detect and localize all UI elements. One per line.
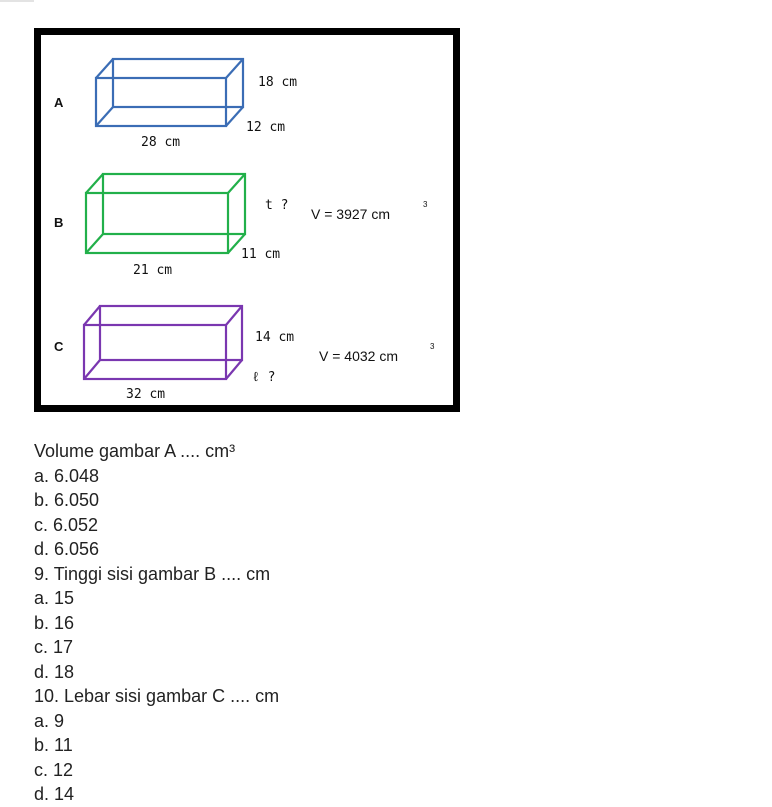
cuboid-c-edge bbox=[226, 360, 242, 379]
cuboid-b-height-label: t ? bbox=[265, 198, 289, 213]
answer-option: c. 6.052 bbox=[34, 514, 99, 535]
cuboid-c bbox=[84, 306, 242, 379]
cuboid-a-letter: A bbox=[54, 95, 64, 110]
cuboid-c-length-label: 32 cm bbox=[126, 387, 166, 402]
cuboid-drawing bbox=[41, 35, 453, 405]
cuboid-figure bbox=[34, 28, 460, 412]
answer-option: b. 16 bbox=[34, 612, 75, 633]
answer-option: a. 15 bbox=[34, 588, 75, 608]
answer-option: a. 9 bbox=[34, 710, 65, 731]
cuboid-c-letter: C bbox=[54, 339, 64, 354]
cuboid-c-volume: V = 4032 cm bbox=[319, 348, 398, 364]
cuboid-b-letter: B bbox=[54, 215, 64, 230]
cuboid-b-edge bbox=[86, 174, 103, 193]
question-prompt: 10. Lebar sisi gambar C .... cm bbox=[34, 686, 280, 706]
cuboid-a bbox=[96, 59, 243, 126]
answer-option: d. 6.056 bbox=[34, 539, 100, 559]
top-edge-mark bbox=[0, 0, 34, 2]
cuboid-c-volume-exponent: 3 bbox=[430, 342, 435, 351]
answer-option: c. 12 bbox=[34, 759, 74, 780]
cuboid-a-width-label: 12 cm bbox=[246, 120, 286, 135]
cuboid-a-back-face bbox=[113, 59, 243, 107]
cuboid-c-back-face bbox=[100, 306, 242, 360]
cuboid-a-edge bbox=[96, 107, 113, 126]
cuboid-b-length-label: 21 cm bbox=[133, 263, 173, 278]
cuboid-a-length-label: 28 cm bbox=[141, 135, 181, 150]
cuboid-a-front-face bbox=[96, 78, 226, 126]
cuboid-c-edge bbox=[84, 360, 100, 379]
answer-option: a. 6.048 bbox=[34, 465, 100, 486]
cuboid-b-volume: V = 3927 cm bbox=[311, 206, 390, 222]
cuboid-b-width-label: 11 cm bbox=[241, 247, 281, 262]
answer-option: d. 14 bbox=[34, 784, 75, 804]
answer-option: b. 11 bbox=[34, 735, 73, 755]
answer-option: c. 17 bbox=[34, 637, 74, 657]
answer-option: d. 18 bbox=[34, 661, 75, 682]
question-prompt: Volume gambar A .... cm³ bbox=[34, 441, 236, 461]
cuboid-c-width-label: ℓ ? bbox=[252, 370, 276, 385]
cuboid-b-front-face bbox=[86, 193, 228, 253]
cuboid-b-volume-exponent: 3 bbox=[423, 200, 428, 209]
cuboid-c-edge bbox=[84, 306, 100, 325]
cuboid-a-height-label: 18 cm bbox=[258, 75, 298, 90]
cuboid-b-edge bbox=[228, 174, 245, 193]
cuboid-c-height-label: 14 cm bbox=[255, 330, 295, 345]
cuboid-b-back-face bbox=[103, 174, 245, 234]
cuboid-c-edge bbox=[226, 306, 242, 325]
cuboid-c-front-face bbox=[84, 325, 226, 379]
cuboid-b-edge bbox=[86, 234, 103, 253]
question-prompt: 9. Tinggi sisi gambar B .... cm bbox=[34, 563, 271, 584]
cuboid-b bbox=[86, 174, 245, 253]
cuboid-a-edge bbox=[226, 59, 243, 78]
question-list bbox=[34, 439, 279, 807]
cuboid-a-edge bbox=[226, 107, 243, 126]
cuboid-a-edge bbox=[96, 59, 113, 78]
answer-option: b. 6.050 bbox=[34, 490, 100, 510]
